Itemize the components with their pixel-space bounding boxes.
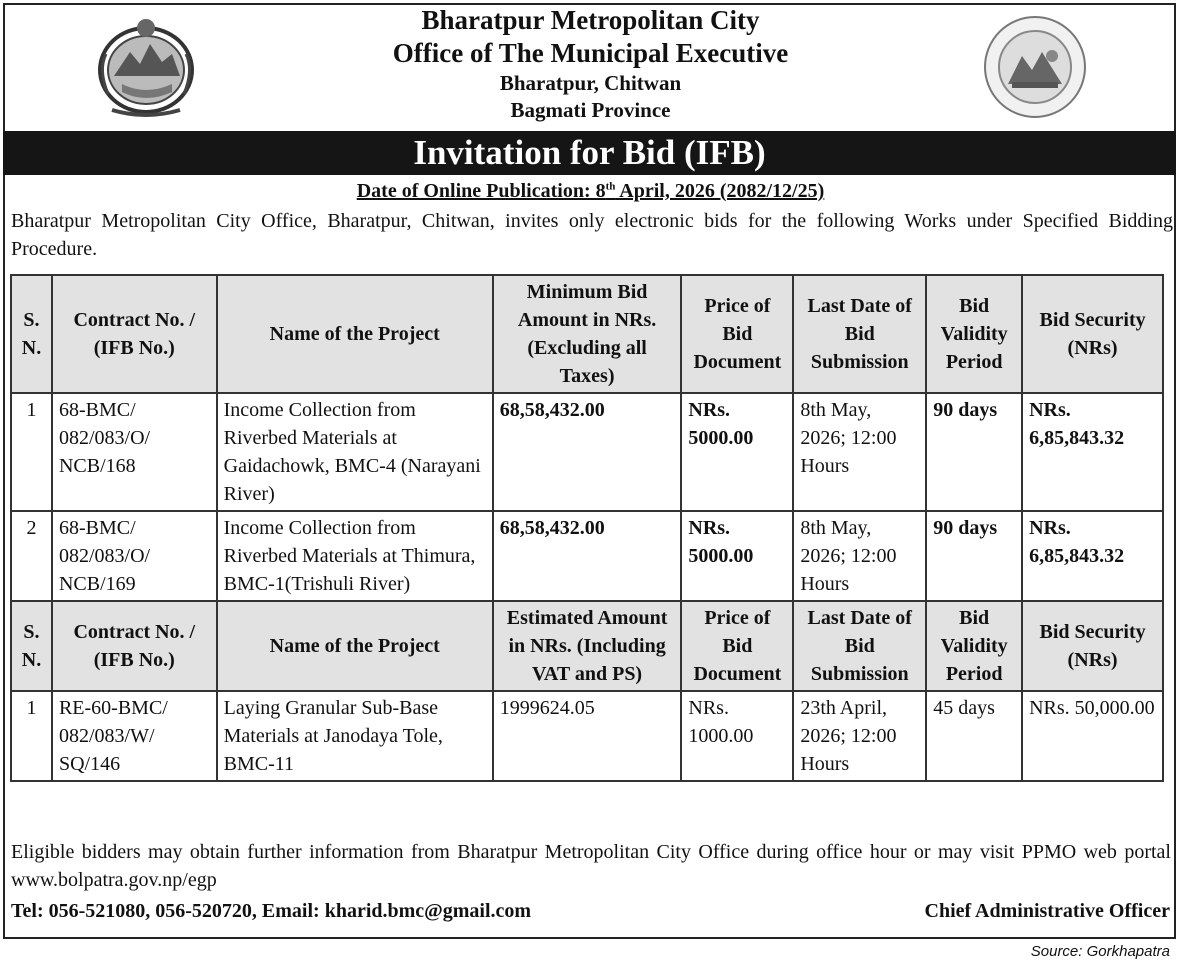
header-cell: Last Date of Bid Submission xyxy=(793,601,926,691)
table-cell: 8th May, 2026; 12:00 Hours xyxy=(793,511,926,601)
header-cell: Estimated Amount in NRs. (Including VAT and PS) xyxy=(493,601,682,691)
table-cell: Income Collection from Riverbed Materials at Thimura, BMC-1(Trishuli River) xyxy=(217,511,493,601)
contact-info: Tel: 056-521080, 056-520720, Email: kharid.bmc@gmail.com xyxy=(11,900,532,922)
header-province: Bagmati Province xyxy=(510,98,671,122)
header-cell: Last Date of Bid Submission xyxy=(793,275,926,393)
header-cell: Price of Bid Document xyxy=(681,601,793,691)
header-office-name: Office of The Municipal Executive xyxy=(392,38,789,68)
publication-date xyxy=(0,180,1181,203)
table-cell: NRs. 6,85,843.32 xyxy=(1022,511,1163,601)
table-cell: 68,58,432.00 xyxy=(493,511,682,601)
table-row xyxy=(11,691,1163,781)
table-cell: 68,58,432.00 xyxy=(493,393,682,511)
header-cell: Bid Validity Period xyxy=(926,601,1022,691)
notice-header xyxy=(0,0,1181,130)
header-cell: Contract No. / (IFB No.) xyxy=(52,601,217,691)
publication-date-prefix: Date of Online Publication: 8 xyxy=(356,180,606,202)
table2-header-row xyxy=(11,601,1163,691)
table1-header-row xyxy=(11,275,1163,393)
table-cell: 90 days xyxy=(926,393,1022,511)
source-credit: Source: Gorkhapatra xyxy=(1030,943,1170,960)
signatory-title: Chief Administrative Officer xyxy=(924,900,1170,922)
table-cell: NRs. 6,85,843.32 xyxy=(1022,393,1163,511)
table-cell: 23th April, 2026; 12:00 Hours xyxy=(793,691,926,781)
table-cell: 2 xyxy=(11,511,52,601)
table-cell: NRs. 5000.00 xyxy=(681,511,793,601)
header-cell: Name of the Project xyxy=(217,275,493,393)
header-cell: S. N. xyxy=(11,601,52,691)
table-cell: 8th May, 2026; 12:00 Hours xyxy=(793,393,926,511)
municipality-seal-icon xyxy=(982,14,1088,120)
table-cell: 1 xyxy=(11,393,52,511)
header-city-name: Bharatpur Metropolitan City xyxy=(421,5,760,35)
table-cell: NRs. 5000.00 xyxy=(681,393,793,511)
table-cell: 90 days xyxy=(926,511,1022,601)
ifb-banner: Invitation for Bid (IFB) xyxy=(3,131,1176,175)
further-info-paragraph: Eligible bidders may obtain further information from Bharatpur Metropolitan City Office during office hour or may visit PPMO web portal www.bolpatra.gov.np/egp xyxy=(11,841,1171,891)
table-cell: NRs. 50,000.00 xyxy=(1022,691,1163,781)
header-cell: Name of the Project xyxy=(217,601,493,691)
header-cell: Contract No. / (IFB No.) xyxy=(52,275,217,393)
table-cell: 68-BMC/ 082/083/O/ NCB/168 xyxy=(52,393,217,511)
header-cell: Bid Security (NRs) xyxy=(1022,275,1163,393)
table-cell: NRs. 1000.00 xyxy=(681,691,793,781)
table-row xyxy=(11,511,1163,601)
header-cell: Bid Security (NRs) xyxy=(1022,601,1163,691)
table-cell: 68-BMC/ 082/083/O/ NCB/169 xyxy=(52,511,217,601)
bid-table xyxy=(10,274,1164,782)
publication-date-suffix: April, 2026 (2082/12/25) xyxy=(615,180,825,202)
publication-date-ordinal: th xyxy=(605,180,616,193)
table-cell: 1999624.05 xyxy=(493,691,682,781)
table-cell: Income Collection from Riverbed Materials at Gaidachowk, BMC-4 (Narayani River) xyxy=(217,393,493,511)
header-location: Bharatpur, Chitwan xyxy=(499,71,682,95)
table-cell: 45 days xyxy=(926,691,1022,781)
table-row xyxy=(11,393,1163,511)
header-cell: Minimum Bid Amount in NRs. (Excluding all Taxes) xyxy=(493,275,682,393)
header-cell: S. N. xyxy=(11,275,52,393)
table-cell: Laying Granular Sub-Base Materials at Janodaya Tole, BMC-11 xyxy=(217,691,493,781)
header-cell: Bid Validity Period xyxy=(926,275,1022,393)
header-cell: Price of Bid Document xyxy=(681,275,793,393)
intro-paragraph: Bharatpur Metropolitan City Office, Bharatpur, Chitwan, invites only electronic bids for the following Works under Specified Bidding Procedure. xyxy=(11,210,1173,260)
table-cell: 1 xyxy=(11,691,52,781)
table-cell: RE-60-BMC/ 082/083/W/ SQ/146 xyxy=(52,691,217,781)
